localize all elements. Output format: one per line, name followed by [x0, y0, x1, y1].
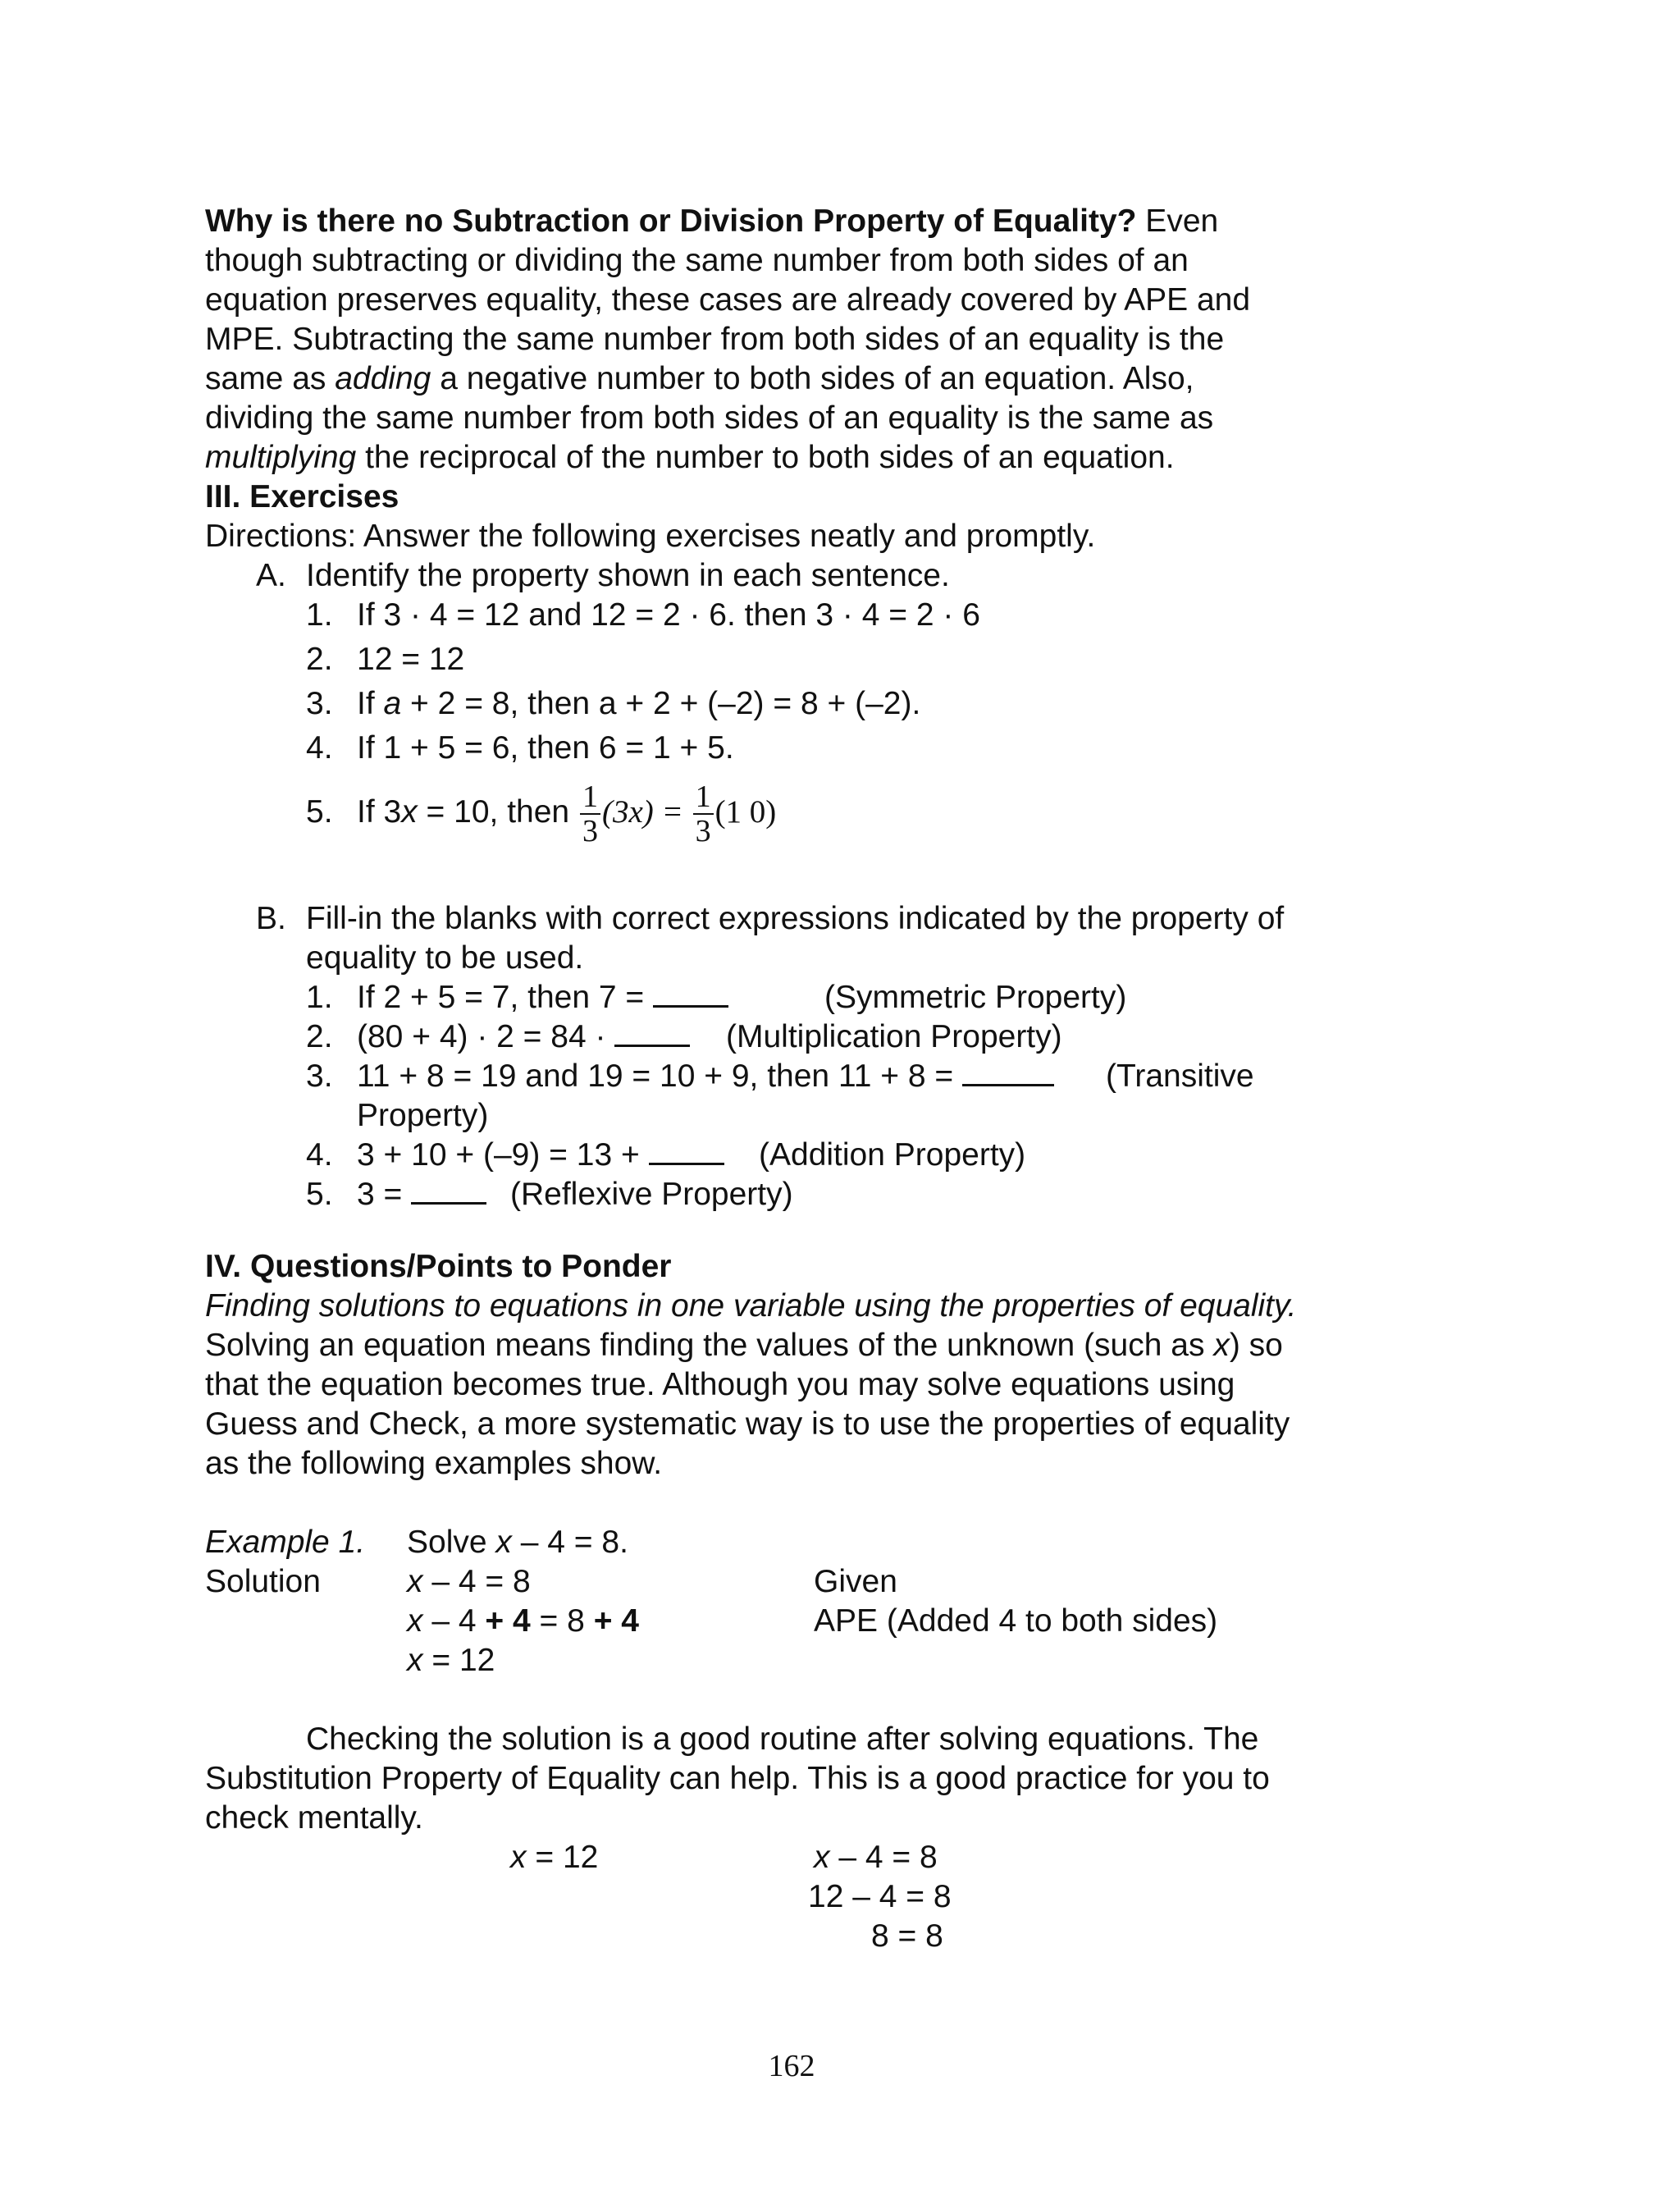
item-number: 3. [306, 686, 333, 721]
answer-blank[interactable] [649, 1136, 724, 1165]
item-number: 2. [306, 1019, 333, 1054]
checking-line-1: Checking the solution is a good routine after solving equations. The [306, 1721, 1259, 1757]
text: same as [205, 361, 336, 396]
item-number: 1. [306, 597, 333, 633]
text: – 4 [422, 1603, 486, 1639]
answer-blank[interactable] [962, 1058, 1054, 1086]
part-a-item-5 [357, 776, 776, 848]
part-b-item-3 [357, 1057, 1054, 1096]
fraction-one-third [580, 780, 600, 848]
bold-term: + 4 [485, 1603, 531, 1639]
ponder-line-1 [205, 1326, 1283, 1365]
part-b-item-2-note: (Multiplication Property) [726, 1019, 1062, 1054]
solution-label: Solution [205, 1564, 321, 1599]
text: 3 = [357, 1177, 412, 1212]
check-row-1 [814, 1838, 938, 1877]
denominator: 3 [582, 813, 598, 848]
answer-blank[interactable] [411, 1176, 486, 1205]
text: – 4 = 8. [511, 1525, 628, 1560]
example-problem [407, 1523, 628, 1562]
part-b-item-4 [357, 1136, 724, 1175]
part-b-item-5-note: (Reflexive Property) [510, 1177, 793, 1212]
part-a-item-2: 12 = 12 [357, 642, 465, 677]
part-a-label: A. [256, 558, 286, 593]
text: = 10, then [417, 794, 578, 830]
intro-line-1 [205, 202, 1218, 241]
text: – 4 = 8 [829, 1840, 938, 1875]
item-number: 2. [306, 642, 333, 677]
ponder-line-4: as the following examples show. [205, 1446, 663, 1481]
variable: x [510, 1840, 527, 1875]
text: 11 + 8 = 19 and 19 = 10 + 9, then 11 + 8 = [357, 1058, 963, 1094]
item-number: 3. [306, 1058, 333, 1094]
checking-line-3: check mentally. [205, 1800, 423, 1836]
variable: a [383, 686, 402, 721]
solution-step-1 [407, 1562, 531, 1602]
part-a-item-3 [357, 684, 920, 724]
text: a negative number to both sides of an equation. Also, [431, 361, 1194, 396]
text: If [357, 686, 384, 721]
ponder-line-3: Guess and Check, a more systematic way is to use the properties of equality [205, 1406, 1290, 1442]
intro-line-3: equation preserves equality, these cases are already covered by APE and [205, 282, 1251, 318]
text: + 2 = 8, then a + 2 + (–2) = 8 + (–2). [401, 686, 921, 721]
solution-step-2 [407, 1602, 639, 1641]
item-number: 4. [306, 1137, 333, 1173]
checking-line-2: Substitution Property of Equality can help. This is a good practice for you to [205, 1761, 1270, 1796]
variable: x [495, 1525, 512, 1560]
exercises-directions: Directions: Answer the following exercises neatly and promptly. [205, 519, 1096, 554]
check-row-2: 12 – 4 = 8 [808, 1879, 952, 1914]
part-b-item-5 [357, 1175, 486, 1214]
intro-line-7 [205, 438, 1175, 478]
denominator: 3 [695, 813, 711, 848]
text: Solve [407, 1525, 496, 1560]
step-1-reason: Given [814, 1564, 897, 1599]
text: the reciprocal of the number to both sides of an equation. [356, 440, 1175, 475]
numerator: 1 [580, 780, 600, 815]
answer-blank[interactable] [653, 979, 728, 1008]
part-b-item-1 [357, 978, 728, 1017]
check-row-3: 8 = 8 [871, 1918, 943, 1954]
part-b-item-3-note-cont: Property) [357, 1098, 489, 1133]
variable: x [401, 794, 418, 830]
variable: x [407, 1564, 423, 1599]
numerator: 1 [693, 780, 714, 815]
part-b-title-2: equality to be used. [306, 940, 584, 976]
ponder-line-2: that the equation becomes true. Although you may solve equations using [205, 1367, 1235, 1402]
math-expression: (1 0) [714, 794, 777, 830]
item-number: 5. [306, 1177, 333, 1212]
variable: x [1213, 1328, 1230, 1363]
emphasis: adding [335, 361, 431, 396]
part-b-item-1-note: (Symmetric Property) [824, 980, 1127, 1015]
text: = 8 [530, 1603, 594, 1639]
intro-line-5 [205, 359, 1194, 399]
check-left [510, 1838, 598, 1877]
text: – 4 = 8 [422, 1564, 531, 1599]
text: If 2 + 5 = 7, then 7 = [357, 980, 654, 1015]
answer-blank[interactable] [614, 1018, 690, 1047]
part-a-item-4: If 1 + 5 = 6, then 6 = 1 + 5. [357, 730, 734, 766]
solution-step-3 [407, 1641, 495, 1680]
intro-text: Even [1136, 203, 1219, 239]
item-number: 5. [306, 794, 333, 830]
part-b-label: B. [256, 901, 286, 936]
intro-heading: Why is there no Subtraction or Division Property of Equality? [205, 203, 1137, 239]
exercises-heading: III. Exercises [205, 479, 399, 514]
text: (80 + 4) · 2 = 84 · [357, 1019, 615, 1054]
part-a-item-1: If 3 · 4 = 12 and 12 = 2 · 6. then 3 · 4 = 2 · 6 [357, 597, 980, 633]
variable: x [407, 1643, 423, 1678]
emphasis: multiplying [205, 440, 357, 475]
intro-line-4: MPE. Subtracting the same number from both sides of an equality is the [205, 322, 1225, 357]
bold-term: + 4 [593, 1603, 639, 1639]
text: Solving an equation means finding the values of the unknown (such as [205, 1328, 1214, 1363]
part-b-item-4-note: (Addition Property) [759, 1137, 1026, 1173]
page-number: 162 [768, 2049, 815, 2083]
intro-line-6: dividing the same number from both sides of an equality is the same as [205, 400, 1214, 436]
part-a-title: Identify the property shown in each sentence. [306, 558, 950, 593]
ponder-subtitle: Finding solutions to equations in one variable using the properties of equality. [205, 1288, 1297, 1324]
text: 3 + 10 + (–9) = 13 + [357, 1137, 649, 1173]
text: If 3 [357, 794, 402, 830]
variable: x [407, 1603, 423, 1639]
fraction-one-third [693, 780, 714, 848]
item-number: 1. [306, 980, 333, 1015]
variable: x [814, 1840, 830, 1875]
item-number: 4. [306, 730, 333, 766]
text: = 12 [422, 1643, 495, 1678]
part-b-title-1: Fill-in the blanks with correct expressions indicated by the property of [306, 901, 1285, 936]
intro-line-2: though subtracting or dividing the same number from both sides of an [205, 243, 1189, 278]
part-b-item-3-note: (Transitive [1106, 1058, 1254, 1094]
part-b-item-2 [357, 1017, 690, 1057]
math-expression: (3x) = [601, 794, 692, 830]
step-2-reason: APE (Added 4 to both sides) [814, 1603, 1218, 1639]
example-label: Example 1. [205, 1525, 366, 1560]
ponder-heading: IV. Questions/Points to Ponder [205, 1249, 672, 1284]
text: ) so [1229, 1328, 1283, 1363]
text: = 12 [526, 1840, 599, 1875]
